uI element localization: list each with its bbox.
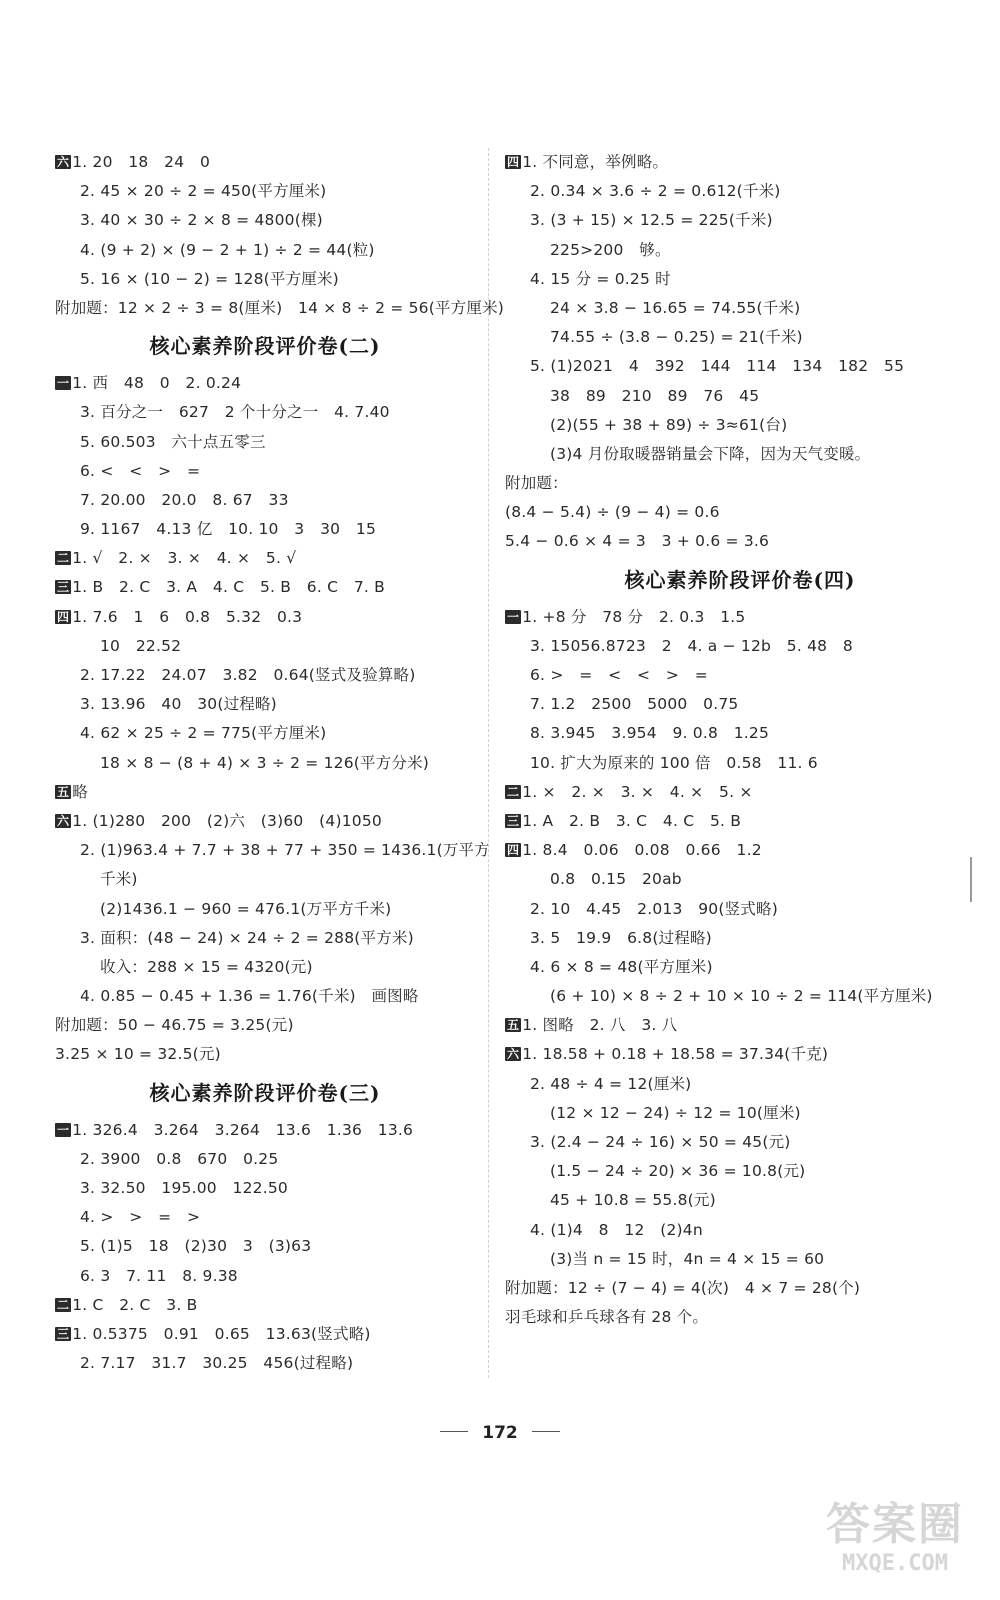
answer-line: [505, 498, 975, 527]
section-heading: 核心素养阶段评价卷(三): [149, 1080, 381, 1105]
answer-line: [505, 632, 975, 661]
answer-line: [55, 573, 475, 602]
answer-line: [505, 661, 975, 690]
section-marker: 五: [507, 1018, 520, 1033]
answer-text: 羽毛球和乒乓球各有 28 个。: [505, 1308, 709, 1327]
answer-line: [505, 1040, 975, 1069]
answer-text: 45 + 10.8 = 55.8(元): [550, 1191, 716, 1210]
answer-text: 3. 百分之一 627 2 个十分之一 4. 7.40: [80, 403, 390, 422]
section-marker: 二: [507, 784, 520, 799]
answer-line: [505, 440, 975, 469]
answer-line: [55, 1232, 475, 1261]
answer-text: 0.8 0.15 20ab: [550, 870, 682, 889]
answer-line: [505, 807, 975, 836]
answer-line: [505, 603, 975, 632]
answer-line: [55, 603, 475, 632]
answer-text: 4. 0.85 − 0.45 + 1.36 = 1.76(千米) 画图略: [80, 987, 419, 1006]
answer-line: [55, 632, 475, 661]
answer-line: [55, 515, 475, 544]
answer-text: 1. 不同意，举例略。: [522, 153, 669, 171]
answer-text: 4. (1)4 8 12 (2)4n: [530, 1220, 703, 1239]
answer-line: [55, 807, 475, 836]
answer-text: 附加题：: [505, 474, 568, 493]
answer-text: 10. 扩大为原来的 100 倍 0.58 11. 6: [530, 753, 818, 772]
answer-text: 4. > > = >: [80, 1208, 201, 1227]
answer-line: [505, 1186, 975, 1215]
answer-text: 9. 1167 4.13 亿 10. 10 3 30 15: [80, 520, 377, 539]
section-marker: 一: [57, 1122, 70, 1137]
section-marker: 五: [57, 784, 70, 799]
answer-line: [55, 544, 475, 573]
answer-text: 收入：288 × 15 = 4320(元): [100, 957, 313, 976]
page-number: [0, 1423, 1000, 1453]
page-number-text: 172: [482, 1423, 518, 1443]
answer-text: 2. 10 4.45 2.013 90(竖式略): [530, 899, 778, 918]
answer-text: 4. 15 分 = 0.25 时: [530, 269, 671, 288]
answer-text: 3. 15056.8723 2 4. a − 12b 5. 48 8: [530, 636, 853, 655]
answer-line: [505, 527, 975, 556]
answer-text: 1. C 2. C 3. B: [72, 1295, 198, 1314]
answer-line: [55, 457, 475, 486]
answer-line: [505, 836, 975, 865]
answer-text: 1. 20 18 24 0: [72, 153, 211, 171]
watermark-bottom: MXQE.COM: [842, 1551, 948, 1576]
answer-line: [55, 1291, 475, 1320]
answer-text: 5. (1)2021 4 392 144 114 134 182 55: [530, 357, 905, 376]
answer-text: 3. (2.4 − 24 ÷ 16) × 50 = 45(元): [530, 1133, 791, 1151]
answer-line: [55, 1349, 475, 1378]
answer-text: 1. √ 2. × 3. × 4. × 5. √: [72, 549, 297, 568]
answer-text: (8.4 − 5.4) ÷ (9 − 4) = 0.6: [505, 503, 720, 522]
answer-text: 3. 40 × 30 ÷ 2 × 8 = 4800(棵): [80, 211, 323, 230]
answer-text: (12 × 12 − 24) ÷ 12 = 10(厘米): [550, 1103, 801, 1122]
answer-text: 3.25 × 10 = 32.5(元): [55, 1045, 221, 1064]
answer-text: 10 22.52: [100, 636, 182, 655]
edge-mark: [970, 857, 972, 902]
answer-text: 千米): [100, 870, 138, 889]
answer-text: 1. (1)280 200 (2)六 (3)60 (4)1050: [72, 811, 382, 830]
answer-line: [55, 294, 505, 323]
answer-text: 1. 0.5375 0.91 0.65 13.63(竖式略): [72, 1324, 371, 1343]
section-marker: 六: [57, 813, 70, 828]
answer-line: [55, 1145, 475, 1174]
answer-text: 1. +8 分 78 分 2. 0.3 1.5: [522, 607, 746, 626]
answer-text: 1. B 2. C 3. A 4. C 5. B 6. C 7. B: [72, 578, 385, 597]
answer-line: [505, 352, 975, 381]
answer-text: 1. 8.4 0.06 0.08 0.66 1.2: [522, 841, 762, 860]
answer-line: [55, 749, 475, 778]
answer-text: 1. 西 48 0 2. 0.24: [72, 374, 242, 393]
answer-line: [505, 1274, 975, 1303]
section-marker: 二: [57, 1297, 70, 1312]
right-column: [505, 148, 975, 1332]
answer-line: [505, 690, 975, 719]
answer-text: 38 89 210 89 76 45: [550, 386, 760, 405]
section-marker: 三: [57, 580, 70, 595]
answer-line: [505, 265, 975, 294]
answer-text: 5. (1)5 18 (2)30 3 (3)63: [80, 1237, 312, 1256]
answer-text: 2. 48 ÷ 4 = 12(厘米): [530, 1074, 692, 1093]
answer-text: (3)当 n = 15 时，4n = 4 × 15 = 60: [550, 1249, 825, 1268]
answer-line: [55, 236, 475, 265]
answer-line: [55, 1262, 475, 1291]
answer-text: 2. 0.34 × 3.6 ÷ 2 = 0.612(千米): [530, 182, 781, 201]
answer-text: 6. > = < < > =: [530, 666, 708, 684]
answer-line: [505, 1070, 975, 1099]
answer-line: [55, 1011, 475, 1040]
answer-text: 6. 3 7. 11 8. 9.38: [80, 1266, 238, 1285]
answer-text: 2. 3900 0.8 670 0.25: [80, 1149, 279, 1168]
section-marker: 六: [57, 155, 70, 169]
answer-text: 3. (3 + 15) × 12.5 = 225(千米): [530, 211, 773, 230]
answer-line: [505, 1303, 975, 1332]
answer-line: [505, 177, 975, 206]
answer-line: [55, 486, 475, 515]
answer-line: [505, 323, 975, 352]
section-marker: 三: [57, 1326, 70, 1341]
answer-text: 7. 20.00 20.0 8. 67 33: [80, 490, 289, 509]
answer-line: [505, 749, 975, 778]
answer-line: [505, 1245, 975, 1274]
section-heading: 核心素养阶段评价卷(二): [149, 334, 381, 359]
answer-line: [55, 924, 475, 953]
answer-line: [505, 1099, 975, 1128]
answer-text: 1. 图略 2. 八 3. 八: [522, 1016, 678, 1035]
answer-text: 3. 5 19.9 6.8(过程略): [530, 928, 712, 947]
answer-text: 4. 6 × 8 = 48(平方厘米): [530, 957, 713, 976]
answer-text: 2. (1)963.4 + 7.7 + 38 + 77 + 350 = 1436.1(万平方: [80, 841, 490, 860]
answer-text: 2. 7.17 31.7 30.25 456(过程略): [80, 1354, 354, 1373]
answer-text: 74.55 ÷ (3.8 − 0.25) = 21(千米): [550, 328, 803, 347]
answer-line: [505, 778, 975, 807]
answer-line: [505, 1216, 975, 1245]
answer-line: [55, 428, 475, 457]
answer-text: (6 + 10) × 8 ÷ 2 + 10 × 10 ÷ 2 = 114(平方厘米): [550, 987, 933, 1006]
answer-text: 1. 326.4 3.264 3.264 13.6 1.36 13.6: [72, 1120, 414, 1139]
answer-line: [505, 865, 975, 894]
answer-text: 略: [72, 782, 88, 801]
answer-text: 8. 3.945 3.954 9. 0.8 1.25: [530, 724, 770, 743]
section-marker: 二: [57, 551, 70, 566]
answer-text: 1. 18.58 + 0.18 + 18.58 = 37.34(千克): [522, 1045, 829, 1064]
answer-text: 1. × 2. × 3. × 4. × 5. ×: [522, 782, 753, 801]
section-marker: 一: [57, 376, 70, 391]
answer-text: (1.5 − 24 ÷ 20) × 36 = 10.8(元): [550, 1162, 806, 1181]
answer-text: 1. 7.6 1 6 0.8 5.32 0.3: [72, 607, 303, 626]
section-marker: 四: [507, 155, 520, 169]
answer-line: [55, 369, 475, 398]
answer-line: [55, 895, 475, 924]
answer-line: [55, 177, 475, 206]
answer-line: [505, 895, 975, 924]
answer-text: 2. 17.22 24.07 3.82 0.64(竖式及验算略): [80, 666, 416, 684]
answer-text: 3. 13.96 40 30(过程略): [80, 695, 277, 714]
answer-line: [55, 953, 475, 982]
answer-text: 5. 16 × (10 − 2) = 128(平方厘米): [80, 269, 339, 288]
answer-line: [505, 924, 975, 953]
answer-text: 4. (9 + 2) × (9 − 2 + 1) ÷ 2 = 44(粒): [80, 240, 375, 259]
answer-line: [505, 206, 975, 235]
section-heading: 核心素养阶段评价卷(四): [624, 567, 856, 592]
answer-text: 3. 32.50 195.00 122.50: [80, 1179, 288, 1197]
answer-line: [505, 294, 975, 323]
answer-line: [55, 1174, 475, 1203]
answer-text: 附加题：12 × 2 ÷ 3 = 8(厘米) 14 × 8 ÷ 2 = 56(平方厘米): [55, 298, 505, 317]
left-column: [55, 148, 505, 1378]
answer-line: [505, 236, 975, 265]
watermark-top: 答案圈: [826, 1499, 964, 1550]
answer-line: [55, 1040, 475, 1069]
answer-line: [505, 953, 975, 982]
answer-line: [55, 661, 475, 690]
watermark-logo: [820, 1500, 970, 1590]
answer-line: [505, 982, 975, 1011]
column-divider: [488, 148, 489, 1378]
answer-text: 5. 60.503 六十点五零三: [80, 432, 266, 451]
answer-text: 附加题：12 ÷ (7 − 4) = 4(次) 4 × 7 = 28(个): [505, 1278, 861, 1297]
answer-line: [55, 1116, 475, 1145]
answer-line: [55, 206, 475, 235]
answer-line: [505, 148, 975, 177]
answer-line: [505, 469, 975, 498]
answer-line: [55, 690, 475, 719]
answer-line: [55, 982, 475, 1011]
section-marker: 六: [507, 1047, 520, 1062]
answer-line: [505, 1011, 975, 1040]
answer-line: [55, 865, 475, 894]
answer-text: 7. 1.2 2500 5000 0.75: [530, 695, 739, 714]
answer-line: [55, 1203, 475, 1232]
section-marker: 一: [507, 609, 520, 624]
section-marker: 四: [507, 843, 520, 858]
answer-line: [55, 398, 475, 427]
answer-line: [505, 382, 975, 411]
section-marker: 四: [57, 609, 70, 624]
answer-text: 225>200 够。: [550, 240, 671, 259]
answer-text: 附加题：50 − 46.75 = 3.25(元): [55, 1016, 294, 1035]
answer-text: (3)4 月份取暖器销量会下降，因为天气变暖。: [550, 444, 871, 463]
answer-line: [505, 1157, 975, 1186]
answer-line: [55, 1320, 475, 1349]
answer-text: 24 × 3.8 − 16.65 = 74.55(千米): [550, 298, 801, 317]
answer-text: (2)(55 + 38 + 89) ÷ 3≈61(台): [550, 415, 788, 434]
answer-text: 4. 62 × 25 ÷ 2 = 775(平方厘米): [80, 724, 327, 743]
answer-text: 6. < < > =: [80, 461, 201, 480]
answer-text: 18 × 8 − (8 + 4) × 3 ÷ 2 = 126(平方分米): [100, 753, 430, 772]
answer-text: 1. A 2. B 3. C 4. C 5. B: [522, 811, 742, 830]
answer-line: [505, 719, 975, 748]
answer-text: 5.4 − 0.6 × 4 = 3 3 + 0.6 = 3.6: [505, 532, 770, 551]
answer-text: 3. 面积：(48 − 24) × 24 ÷ 2 = 288(平方米): [80, 928, 414, 947]
answer-text: (2)1436.1 − 960 = 476.1(万平方千米): [100, 899, 392, 918]
section-marker: 三: [507, 813, 520, 828]
answer-line: [55, 148, 475, 177]
answer-line: [55, 265, 475, 294]
answer-line: [505, 1128, 975, 1157]
answer-line: [55, 719, 475, 748]
answer-line: [505, 411, 975, 440]
answer-line: [55, 836, 490, 865]
answer-line: [55, 778, 475, 807]
answer-text: 2. 45 × 20 ÷ 2 = 450(平方厘米): [80, 182, 327, 201]
